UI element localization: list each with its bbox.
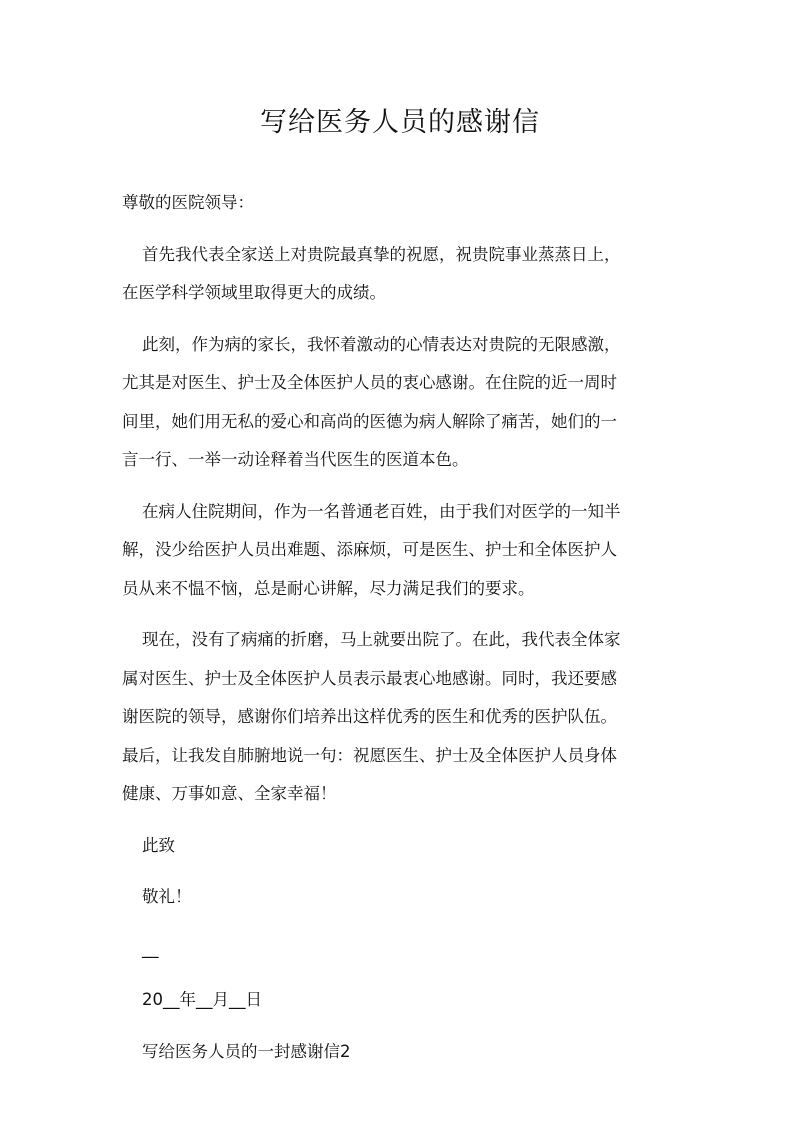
paragraph-line: 健康、万事如意、全家幸福！ bbox=[122, 784, 337, 803]
letter-body bbox=[122, 184, 692, 1071]
paragraph-4 bbox=[122, 621, 692, 814]
regards: 敬礼！ bbox=[142, 887, 192, 906]
paragraph-3 bbox=[122, 493, 692, 609]
paragraph-line: 间里，她们用无私的爱心和高尚的医德为病人解除了痛苦，她们的一 bbox=[122, 411, 617, 431]
document-title: 写给医务人员的感谢信 bbox=[260, 107, 540, 138]
paragraph-line: 尤其是对医生、护士及全体医护人员的衷心感谢。在住院的近一周时 bbox=[122, 373, 617, 392]
paragraph-line: 解，没少给医护人员出难题、添麻烦，可是医生、护士和全体医护人 bbox=[122, 540, 617, 559]
salutation: 尊敬的医院领导： bbox=[122, 193, 254, 212]
date: 20__年__月__日 bbox=[142, 990, 262, 1009]
paragraph-line: 员从来不愠不恼，总是耐心讲解，尽力满足我们的要求。 bbox=[122, 578, 535, 598]
paragraph-2 bbox=[122, 326, 692, 480]
paragraph-line: 在病人住院期间，作为一名普通老百姓，由于我们对医学的一知半 bbox=[142, 501, 621, 521]
paragraph-line: 在医学科学领域里取得更大的成绩。 bbox=[122, 283, 386, 302]
paragraph-line: 现在，没有了病痛的折磨，马上就要出院了。在此，我代表全体家 bbox=[142, 630, 621, 649]
paragraph-line: 首先我代表全家送上对贵院最真挚的祝愿，祝贵院事业蒸蒸日上， bbox=[142, 244, 621, 264]
closing: 此致 bbox=[142, 835, 175, 855]
paragraph-line: 言一行、一举一动诠释着当代医生的医道本色。 bbox=[122, 450, 469, 469]
next-letter-title: 写给医务人员的一封感谢信2 bbox=[142, 1041, 351, 1061]
paragraph-line: 谢医院的领导，感谢你们培养出这样优秀的医生和优秀的医护队伍。 bbox=[122, 707, 617, 726]
signature: __ bbox=[142, 938, 159, 958]
paragraph-line: 此刻，作为病的家长，我怀着激动的心情表达对贵院的无限感激， bbox=[142, 334, 621, 354]
paragraph-line: 最后，让我发自肺腑地说一句：祝愿医生、护士及全体医护人员身体 bbox=[122, 745, 617, 765]
paragraph-line: 属对医生、护士及全体医护人员表示最衷心地感谢。同时，我还要感 bbox=[122, 668, 617, 688]
paragraph-1 bbox=[122, 236, 692, 313]
